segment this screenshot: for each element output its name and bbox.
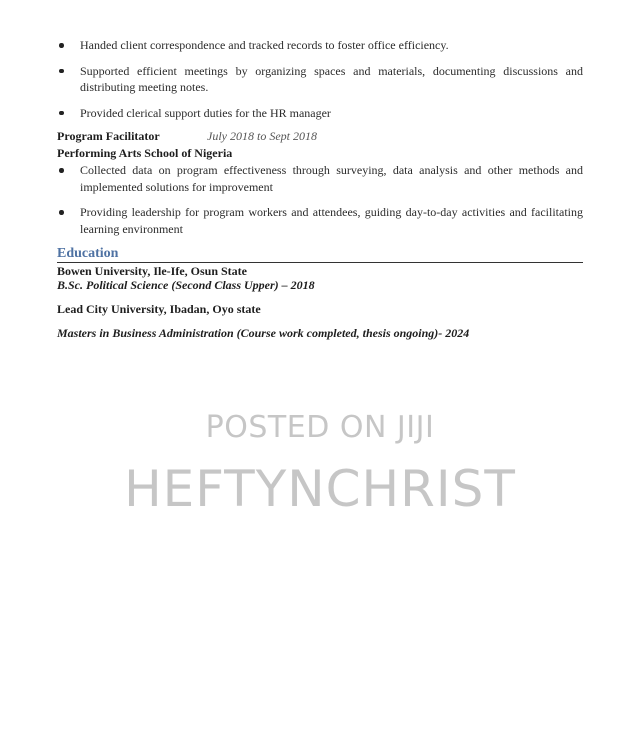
job-employer: Performing Arts School of Nigeria — [57, 146, 233, 160]
experience-bullets-top — [57, 37, 583, 130]
watermark-posted: POSTED ON JIJI — [205, 410, 435, 445]
bullet-item: Collected data on program effectiveness through surveying, data analysis and other methods and implemented solutions for improvement — [57, 162, 583, 195]
job-dates: July 2018 to Sept 2018 — [207, 129, 317, 143]
degree: B.Sc. Political Science (Second Class Upper) – 2018 — [57, 278, 315, 292]
watermark-name: HEFTYNCHRIST — [124, 460, 516, 518]
education-heading: Education — [57, 246, 119, 261]
school-name: Bowen University, Ile-Ife, Osun State — [57, 264, 247, 278]
bullet-item: Provided clerical support duties for the HR manager — [57, 105, 583, 122]
degree: Masters in Business Administration (Course work completed, thesis ongoing)- 2024 — [57, 326, 470, 340]
bullet-item: Handed client correspondence and tracked records to foster office efficiency. — [57, 37, 583, 54]
job-title: Program Facilitator — [57, 129, 160, 143]
section-divider — [57, 262, 583, 263]
bullet-item: Supported efficient meetings by organizing spaces and materials, documenting discussions and distributing meeting notes. — [57, 63, 583, 96]
school-name: Lead City University, Ibadan, Oyo state — [57, 302, 261, 316]
experience-bullets-job — [57, 162, 583, 246]
bullet-item: Providing leadership for program workers and attendees, guiding day-to-day activities and facilitating learning environment — [57, 204, 583, 237]
